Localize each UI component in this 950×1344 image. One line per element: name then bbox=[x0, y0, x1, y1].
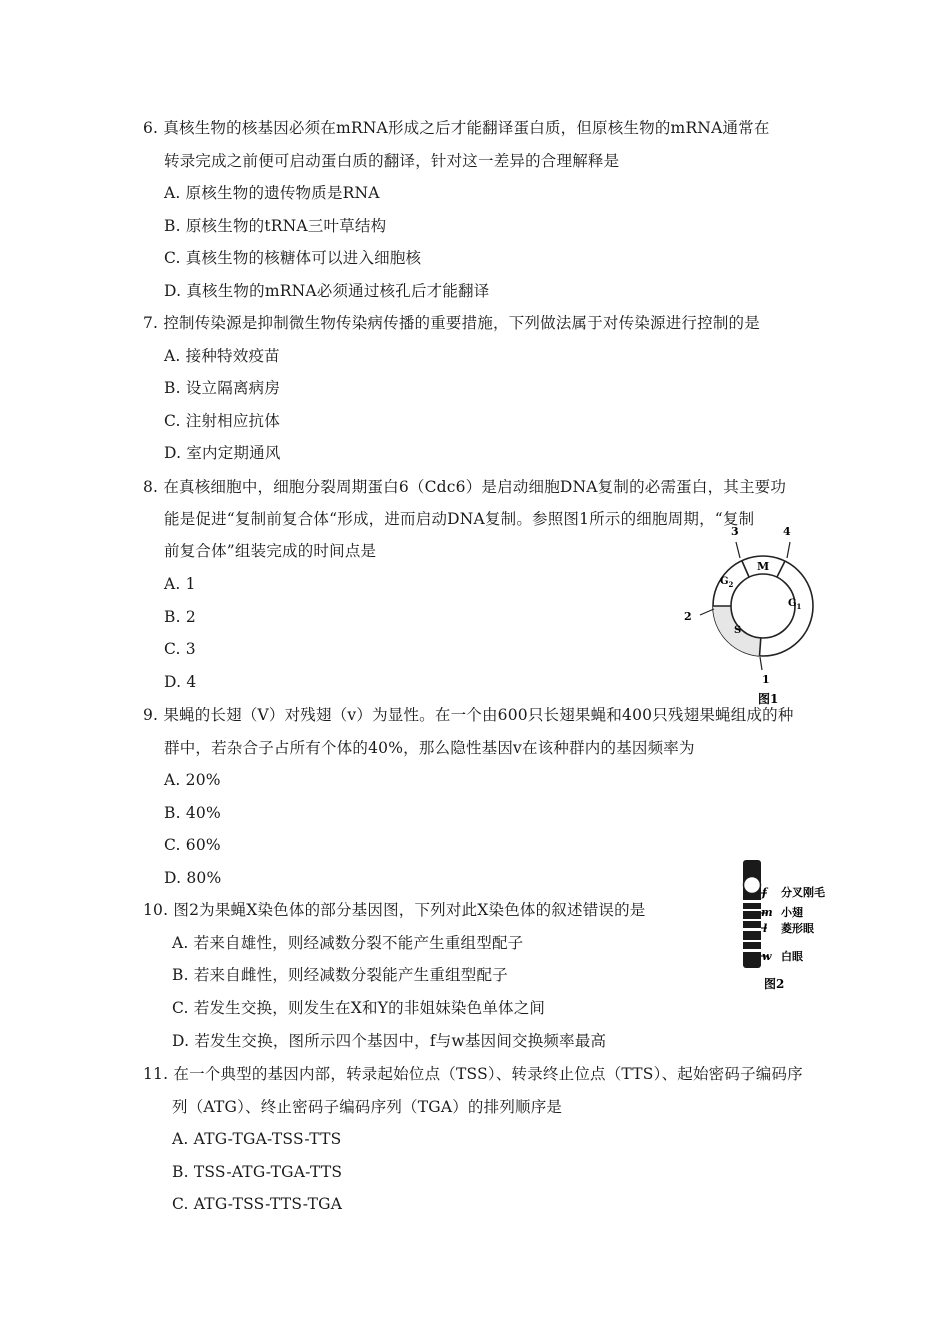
phase-label-g2: $G_2$ bbox=[720, 576, 734, 589]
q11-stem-line-2: 列（ATG）、终止密码子编码序列（TGA）的排列顺序是 bbox=[172, 1098, 563, 1116]
q8-option-a: A. 1 bbox=[164, 575, 196, 593]
pointer-1 bbox=[760, 657, 762, 670]
q9-option-a: A. 20% bbox=[164, 771, 221, 789]
q8-option-c: C. 3 bbox=[164, 640, 196, 658]
figure2-x-chromosome bbox=[736, 856, 846, 996]
gene-name-m: 小翅 bbox=[781, 906, 803, 919]
q6-option-b: B. 原核生物的tRNA三叶草结构 bbox=[164, 217, 387, 235]
band-2 bbox=[743, 909, 761, 911]
q10-option-b: B. 若来自雌性，则经减数分裂能产生重组型配子 bbox=[172, 966, 508, 984]
q7-option-b: B. 设立隔离病房 bbox=[164, 379, 281, 397]
pointer-2 bbox=[700, 609, 714, 615]
figure1-caption: 图1 bbox=[758, 692, 779, 706]
figure1-cell-cycle bbox=[676, 520, 816, 710]
phase-label-g1: $G_1$ bbox=[788, 598, 802, 611]
q9-option-d: D. 80% bbox=[164, 869, 222, 887]
q8-option-d: D. 4 bbox=[164, 673, 197, 691]
q8-option-b: B. 2 bbox=[164, 608, 196, 626]
point-label-3: 3 bbox=[731, 525, 739, 538]
point-label-2: 2 bbox=[684, 610, 692, 623]
band-1 bbox=[743, 900, 761, 903]
pointer-4 bbox=[787, 542, 790, 558]
q6-option-d: D. 真核生物的mRNA必须通过核孔后才能翻译 bbox=[164, 282, 490, 300]
gene-symbol-w: w bbox=[762, 950, 772, 963]
band-6 bbox=[743, 949, 761, 952]
q10-option-d: D. 若发生交换，图所示四个基因中，f与w基因间交换频率最高 bbox=[172, 1032, 607, 1050]
figure2-caption: 图2 bbox=[764, 977, 785, 991]
q6-stem-line-1: 6. 真核生物的核基因必须在mRNA形成之后才能翻译蛋白质，但原核生物的mRNA通常在 bbox=[143, 119, 770, 137]
q8-stem-line-1: 8. 在真核细胞中，细胞分裂周期蛋白6（Cdc6）是启动细胞DNA复制的必需蛋白，其主要功 bbox=[143, 478, 787, 496]
q7-option-c: C. 注射相应抗体 bbox=[164, 412, 280, 430]
gene-symbol-f: f bbox=[762, 886, 767, 899]
q6-stem-line-2: 转录完成之前便可启动蛋白质的翻译，针对这一差异的合理解释是 bbox=[164, 152, 620, 170]
q9-option-b: B. 40% bbox=[164, 804, 221, 822]
phase-label-s: S bbox=[734, 625, 742, 636]
gene-name-l: 菱形眼 bbox=[781, 922, 814, 935]
point-label-4: 4 bbox=[783, 525, 791, 538]
q8-stem-line-2: 能是促进“复制前复合体“形成，进而启动DNA复制。参照图1所示的细胞周期，“复制 bbox=[164, 510, 755, 528]
q7-option-a: A. 接种特效疫苗 bbox=[164, 347, 280, 365]
q9-stem-line-1: 9. 果蝇的长翅（V）对残翅（v）为显性。在一个由600只长翅果蝇和400只残翅果蝇组成的种 bbox=[143, 706, 794, 724]
q8-stem-line-3: 前复合体”组装完成的时间点是 bbox=[164, 542, 377, 560]
point-label-1: 1 bbox=[762, 673, 770, 686]
gene-name-f: 分叉刚毛 bbox=[781, 886, 825, 899]
q6-option-a: A. 原核生物的遗传物质是RNA bbox=[164, 184, 380, 202]
band-3 bbox=[743, 919, 761, 921]
q10-option-c: C. 若发生交换，则发生在X和Y的非姐妹染色单体之间 bbox=[172, 999, 546, 1017]
q11-option-b: B. TSS-ATG-TGA-TTS bbox=[172, 1163, 343, 1181]
pointer-3 bbox=[736, 542, 740, 558]
q7-option-d: D. 室内定期通风 bbox=[164, 444, 281, 462]
band-4 bbox=[743, 928, 761, 931]
q9-stem-line-2: 群中，若杂合子占所有个体的40%，那么隐性基因v在该种群内的基因频率为 bbox=[164, 739, 695, 757]
q7-stem-line-1: 7. 控制传染源是抑制微生物传染病传播的重要措施，下列做法属于对传染源进行控制的是 bbox=[143, 314, 760, 332]
band-5 bbox=[743, 940, 761, 942]
gene-name-w: 白眼 bbox=[781, 950, 803, 963]
q9-option-c: C. 60% bbox=[164, 836, 221, 854]
gene-symbol-l: l bbox=[763, 922, 768, 935]
q11-option-a: A. ATG-TGA-TSS-TTS bbox=[172, 1130, 342, 1148]
phase-label-m: M bbox=[757, 560, 770, 573]
q6-option-c: C. 真核生物的核糖体可以进入细胞核 bbox=[164, 249, 422, 267]
q10-option-a: A. 若来自雄性，则经减数分裂不能产生重组型配子 bbox=[172, 934, 524, 952]
centromere bbox=[744, 877, 761, 894]
gene-symbol-m: m bbox=[761, 906, 773, 919]
q10-stem-line-1: 10. 图2为果蝇X染色体的部分基因图，下列对此X染色体的叙述错误的是 bbox=[143, 901, 646, 919]
q11-option-c: C. ATG-TSS-TTS-TGA bbox=[172, 1195, 343, 1213]
q11-stem-line-1: 11. 在一个典型的基因内部，转录起始位点（TSS）、转录终止位点（TTS）、起始密码子编码序 bbox=[143, 1065, 803, 1083]
